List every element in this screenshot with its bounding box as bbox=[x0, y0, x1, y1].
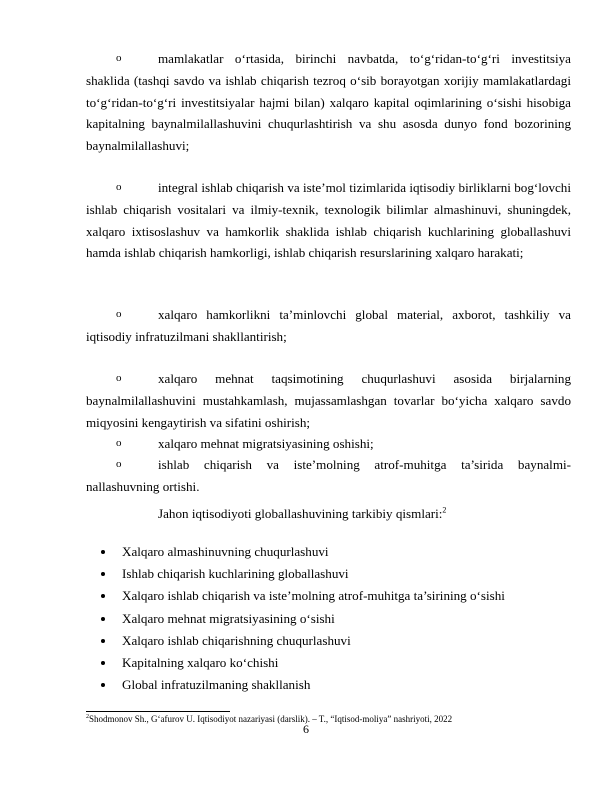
list-item-text: ishlab chiqarish va iste’molning atrof-muhitga ta’sirida baynalmi-nallashuvning ortishi. bbox=[86, 457, 571, 494]
list-item-text: Ishlab chiqarish kuchlarining globallashuvi bbox=[122, 566, 349, 582]
circle-bullet-icon: o bbox=[116, 372, 122, 384]
footnote-divider bbox=[86, 711, 230, 712]
bullet-dot-icon bbox=[101, 683, 105, 687]
bullet-dot-icon bbox=[101, 639, 105, 643]
circle-bullet-icon: o bbox=[116, 52, 122, 64]
list-item-text: xalqaro hamkorlikni ta’minlovchi global material, axborot, tashkiliy va iqtisodiy infratuzilmani shakllantirish; bbox=[86, 307, 571, 344]
circle-bullet-icon: o bbox=[116, 181, 122, 193]
circle-bullet-icon: o bbox=[116, 437, 122, 449]
bullet-dot-icon bbox=[101, 572, 105, 576]
list-item-text: integral ishlab chiqarish va iste’mol tizimlarida iqtisodiy birliklarni bog‘lovchi ishlab chiqarish vositalari va ilmiy-texnik, texnologik bilimlar almashinuvi, shuningdek, xalqaro ixtisoslashuv va hamkorlik shaklida ishlab chiqarish kuchlarining globallashuvi hamda ishlab chiqarish hamkorligi, ishlab chiqarish resurslarining xalqaro harakati; bbox=[86, 180, 571, 261]
list-item bbox=[86, 177, 571, 264]
list-item-text: xalqaro mehnat taqsimotining chuqurlashuvi asosida birjalarning baynalmilallashuvini mustahkamlash, mujassamlashgan tovarlar bo‘yicha xalqaro savdo miqyosini kengaytirish va sifatini oshirish; bbox=[86, 371, 571, 430]
list-item bbox=[86, 433, 571, 455]
list-item-text: mamlakatlar o‘rtasida, birinchi navbatda, to‘g‘ridan-to‘g‘ri investitsiya shaklida (tashqi savdo va ishlab chiqarish tezroq o‘sib borayotgan xorijiy mamlakatlardagi to‘g‘ridan-to‘g‘ri investitsiyalar hajmi bilan) xalqaro kapital oqimlarining o‘sishi hisobiga kapitalning baynalmilallashuvini chuqurlashtirish va shu asosda dunyo fond bozorining baynalmilallashuvi; bbox=[86, 51, 571, 154]
footnote-ref: 2 bbox=[442, 505, 447, 515]
bullet-dot-icon bbox=[101, 661, 105, 665]
section-heading bbox=[158, 504, 446, 524]
footnote-number: 2 bbox=[86, 714, 89, 720]
list-item bbox=[86, 304, 571, 348]
footnote-text: Shodmonov Sh., G‘afurov U. Iqtisodiyot nazariyasi (darslik). – T., “Iqtisod-moliya” nashriyoti, 2022 bbox=[89, 714, 453, 724]
list-item-text: Kapitalning xalqaro ko‘chishi bbox=[122, 654, 279, 670]
page-number: 6 bbox=[303, 722, 309, 736]
section-heading-text: Jahon iqtisodiyoti globallashuvining tarkibiy qismlari: bbox=[158, 506, 443, 521]
list-item-text: Xalqaro almashinuvning chuqurlashuvi bbox=[122, 544, 329, 559]
bullet-dot-icon bbox=[101, 594, 105, 598]
circle-bullet-icon: o bbox=[116, 308, 122, 320]
bullet-dot-icon bbox=[101, 617, 105, 621]
list-item-text: Global infratuzilmaning shakllanish bbox=[122, 677, 311, 693]
list-item-text: xalqaro mehnat migratsiyasining oshishi; bbox=[158, 436, 374, 451]
list-item bbox=[86, 454, 571, 498]
list-item-text: Xalqaro ishlab chiqarish va iste’molning atrof-muhitga ta’sirining o‘sishi bbox=[122, 588, 505, 604]
bullet-dot-icon bbox=[101, 550, 105, 554]
list-item-text: Xalqaro mehnat migratsiyasining o‘sishi bbox=[122, 610, 335, 626]
circle-bullet-icon: o bbox=[116, 458, 122, 470]
list-item bbox=[86, 368, 571, 433]
list-item-text: Xalqaro ishlab chiqarishning chuqurlashuvi bbox=[122, 632, 351, 648]
list-item bbox=[86, 48, 571, 157]
